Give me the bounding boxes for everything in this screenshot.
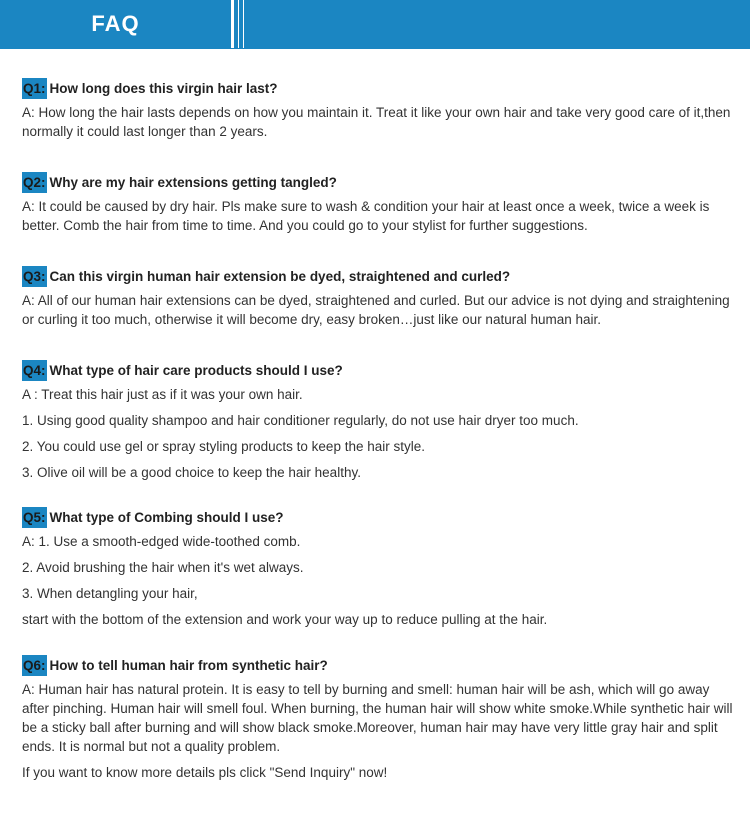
banner-title: FAQ [0, 0, 231, 48]
faq-question [22, 359, 738, 381]
question-text: How to tell human hair from synthetic hair? [49, 657, 328, 673]
question-badge: Q5: [22, 507, 47, 528]
answer-line: 1. Using good quality shampoo and hair conditioner regularly, do not use hair dryer too much. [22, 413, 579, 428]
answer-line: start with the bottom of the extension and work your way up to reduce pulling at the hair. [22, 612, 548, 627]
banner-stripe [234, 0, 238, 48]
faq-item [22, 265, 738, 329]
answer-line: A : Treat this hair just as if it was your own hair. [22, 387, 303, 402]
question-badge: Q4: [22, 360, 47, 381]
banner-bar [244, 0, 750, 48]
faq-item [22, 654, 738, 756]
question-badge: Q1: [22, 78, 47, 99]
question-badge: Q2: [22, 172, 47, 193]
answer-text: A: How long the hair lasts depends on how you maintain it. Treat it like your own hair and take very good care of it,then normally it could last longer than 2 years. [22, 105, 731, 139]
faq-question [22, 654, 738, 676]
question-text: How long does this virgin hair last? [49, 80, 278, 96]
faq-list [22, 77, 738, 796]
answer-text: A: It could be caused by dry hair. Pls make sure to wash & condition your hair at least once a week, twice a week is better. Comb the hair from time to time. And you could go to your stylist for further suggestions. [22, 199, 710, 233]
faq-banner [0, 0, 750, 50]
banner-stripe [239, 0, 243, 48]
answer-line: A: 1. Use a smooth-edged wide-toothed comb. [22, 534, 301, 549]
question-text: What type of hair care products should I use? [49, 362, 343, 378]
question-badge: Q3: [22, 266, 47, 287]
faq-item [22, 359, 738, 482]
question-badge: Q6: [22, 655, 47, 676]
banner-divider [0, 48, 750, 49]
answer-line: 3. When detangling your hair, [22, 586, 198, 601]
answer-text: A: All of our human hair extensions can be dyed, straightened and curled. But our advice is not dying and straightening or curling it too much, otherwise it will become dry, easy broken…just like our natural human hair. [22, 293, 730, 327]
question-text: Can this virgin human hair extension be dyed, straightened and curled? [49, 268, 511, 284]
faq-question [22, 171, 738, 193]
faq-item [22, 506, 738, 629]
faq-item [22, 171, 738, 235]
faq-question [22, 506, 738, 528]
question-text: What type of Combing should I use? [49, 509, 284, 525]
answer-line: 3. Olive oil will be a good choice to keep the hair healthy. [22, 465, 361, 480]
faq-item [22, 77, 738, 141]
faq-question [22, 77, 738, 99]
faq-question [22, 265, 738, 287]
send-inquiry-note: If you want to know more details pls click "Send Inquiry" now! [22, 765, 388, 780]
answer-text: A: Human hair has natural protein. It is easy to tell by burning and smell: human hair will be ash, which will go away after pinching. Human hair will smell foul. When burning, the human hair will show white smoke.While synthetic hair will be a sticky ball after burning and will show black smoke.Moreover, human hair may have very little gray hair and split ends. It is normal but not a quality problem. [22, 682, 733, 754]
answer-line: 2. You could use gel or spray styling products to keep the hair style. [22, 439, 425, 454]
answer-line: 2. Avoid brushing the hair when it's wet always. [22, 560, 304, 575]
question-text: Why are my hair extensions getting tangled? [49, 174, 337, 190]
